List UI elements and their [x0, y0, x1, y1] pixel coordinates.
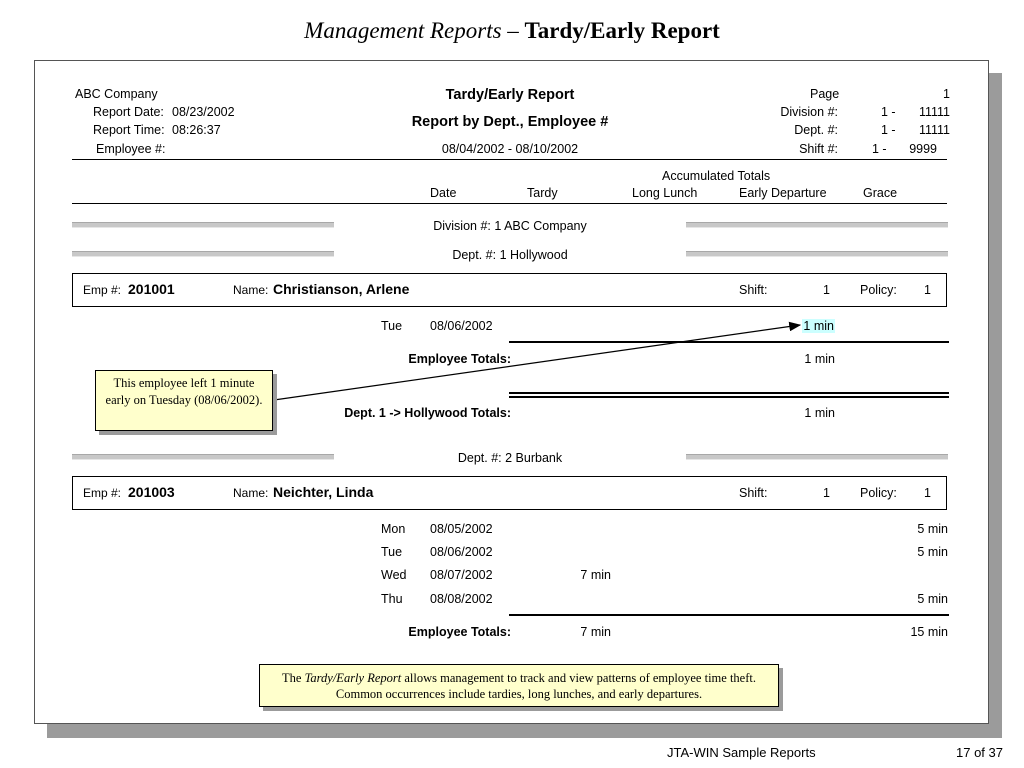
- emp-shift-label: Shift:: [739, 486, 768, 500]
- row-date: 08/06/2002: [430, 319, 493, 333]
- emp-number-label: Emp #:: [83, 486, 122, 500]
- accumulated-totals-header: Accumulated Totals: [662, 169, 771, 183]
- report-date-value: 08/23/2002: [172, 105, 235, 119]
- emp-shift-label: Shift:: [739, 283, 768, 297]
- early-departure-callout: This employee left 1 minute early on Tuesday (08/06/2002).: [95, 370, 273, 431]
- company-name: ABC Company: [75, 87, 158, 101]
- shift-range-from: 1 -: [872, 142, 887, 156]
- highlighted-early-departure: 1 min: [803, 319, 834, 333]
- report-date-label: Report Date:: [93, 105, 164, 119]
- row-grace: 5 min: [917, 592, 948, 606]
- report-time-value: 08:26:37: [172, 123, 221, 137]
- emp-name-label: Name:: [233, 486, 269, 500]
- column-date: Date: [430, 186, 457, 200]
- row-grace: 5 min: [917, 545, 948, 559]
- emp-policy-value: 1: [924, 486, 931, 500]
- employee-totals-label: Employee Totals:: [408, 352, 511, 366]
- emp-name-label: Name:: [233, 283, 269, 297]
- callout-post: allows management to track and view patterns of employee time theft. Common occurrences include tardies, long lunches, and early departures.: [335, 671, 756, 701]
- dept1-totals-early-departure: 1 min: [804, 406, 835, 420]
- emp-shift-value: 1: [823, 283, 830, 297]
- emp-policy-label: Policy:: [860, 486, 897, 500]
- row-date: 08/07/2002: [430, 568, 493, 582]
- row-day: Tue: [381, 319, 403, 333]
- row-date: 08/05/2002: [430, 522, 493, 536]
- footer-title: JTA-WIN Sample Reports: [667, 745, 816, 760]
- report-subtitle: Report by Dept., Employee #: [411, 114, 609, 130]
- slide-title-dash: –: [501, 18, 525, 43]
- column-early-departure: Early Departure: [739, 186, 827, 200]
- dept2-heading: Dept. #: 2 Burbank: [457, 451, 563, 465]
- dept-range-label: Dept. #:: [794, 123, 838, 137]
- slide-title-bold: Tardy/Early Report: [524, 18, 720, 43]
- division-heading: Division #: 1 ABC Company: [433, 219, 587, 233]
- report-title: Tardy/Early Report: [445, 87, 575, 103]
- callout-pre: The: [282, 671, 305, 685]
- row-date: 08/08/2002: [430, 592, 493, 606]
- row-day: Mon: [381, 522, 406, 536]
- shift-range-label: Shift #:: [799, 142, 838, 156]
- column-grace: Grace: [863, 186, 898, 200]
- emp-policy-label: Policy:: [860, 283, 897, 297]
- emp-number-label: Emp #:: [83, 283, 122, 297]
- row-day: Tue: [381, 545, 403, 559]
- report-date-range: 08/04/2002 - 08/10/2002: [441, 142, 579, 156]
- division-range-label: Division #:: [780, 105, 838, 119]
- row-day: Thu: [381, 592, 403, 606]
- employee-totals-early-departure: 1 min: [804, 352, 835, 366]
- row-day: Wed: [381, 568, 407, 582]
- employee-totals-grace: 15 min: [910, 625, 948, 639]
- emp-shift-value: 1: [823, 486, 830, 500]
- slide-number: 17 of 37: [956, 745, 1003, 760]
- arrow-line: [274, 325, 800, 400]
- page-label: Page: [810, 87, 840, 101]
- slide-title-italic: Management Reports: [304, 18, 502, 43]
- emp-policy-value: 1: [924, 283, 931, 297]
- employee-totals-label: Employee Totals:: [408, 625, 511, 639]
- report-time-label: Report Time:: [93, 123, 165, 137]
- row-grace: 5 min: [917, 522, 948, 536]
- dept-range-to: 11111: [918, 123, 950, 137]
- emp-name-value: Christianson, Arlene: [273, 281, 410, 297]
- page-number: 1: [943, 87, 950, 101]
- division-range-from: 1 -: [881, 105, 896, 119]
- row-tardy: 7 min: [580, 568, 611, 582]
- employee-number-label: Employee #:: [96, 142, 166, 156]
- emp-number-value: 201001: [128, 281, 175, 297]
- dept-range-from: 1 -: [881, 123, 896, 137]
- callout-report-name: Tardy/Early Report: [304, 671, 402, 685]
- dept1-totals-label: Dept. 1 -> Hollywood Totals:: [344, 406, 511, 420]
- column-tardy: Tardy: [527, 186, 558, 200]
- row-date: 08/06/2002: [430, 545, 493, 559]
- division-range-to: 11111: [918, 105, 950, 119]
- shift-range-to: 9999: [909, 142, 937, 156]
- emp-number-value: 201003: [128, 484, 175, 500]
- column-long-lunch: Long Lunch: [632, 186, 698, 200]
- emp-name-value: Neichter, Linda: [273, 484, 374, 500]
- dept1-heading: Dept. #: 1 Hollywood: [452, 248, 568, 262]
- employee-totals-tardy: 7 min: [580, 625, 611, 639]
